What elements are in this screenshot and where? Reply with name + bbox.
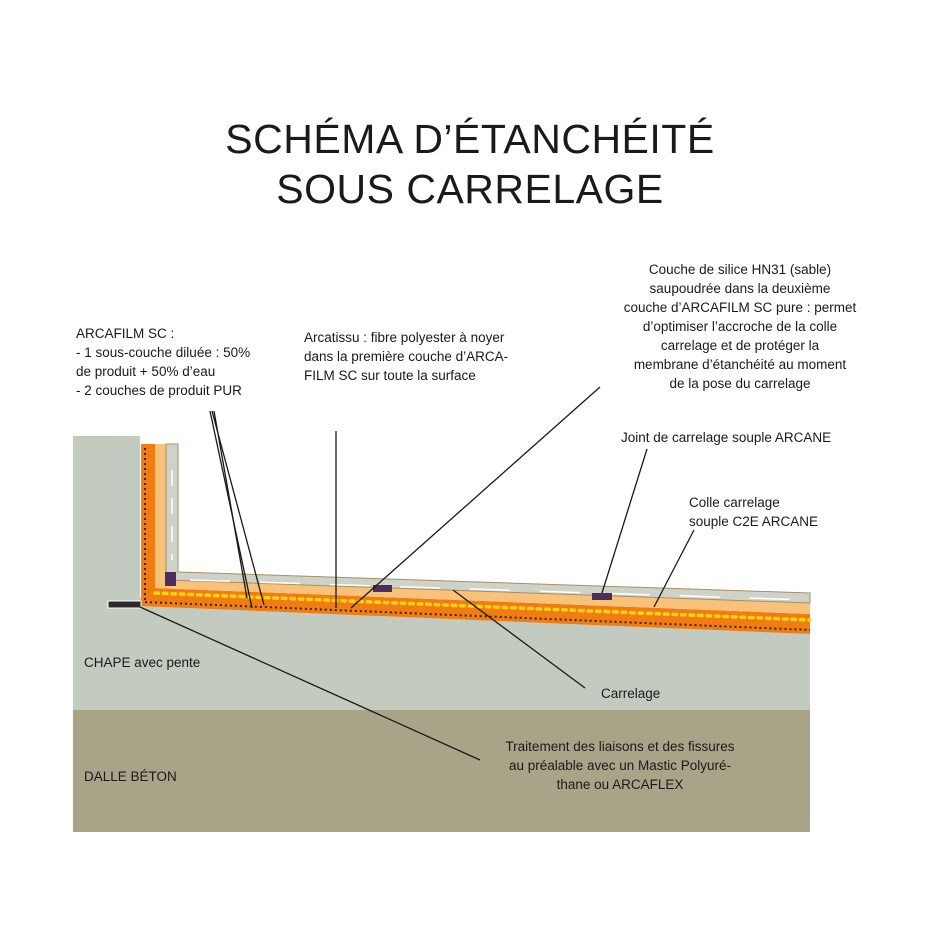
joint-souple-2 [592, 593, 612, 600]
label-line: Colle carrelage [689, 495, 780, 510]
label-line: au préalable avec un Mastic Polyuré- [508, 758, 732, 773]
joint-souple-corner [165, 572, 176, 586]
label-line: Carrelage [601, 686, 661, 701]
label-line: couche d’ARCAFILM SC pure : permet [623, 300, 857, 315]
label-dalle [84, 767, 177, 786]
label-colle [689, 493, 818, 531]
label-traitement [480, 737, 760, 794]
label-line: CHAPE avec pente [84, 655, 201, 670]
label-line: Arcatissu : fibre polyester à noyer [304, 330, 505, 345]
label-joint [621, 428, 831, 447]
label-line: thane ou ARCAFLEX [556, 777, 684, 792]
label-line: Joint de carrelage souple ARCANE [621, 430, 832, 445]
label-line: ARCAFILM SC : [76, 326, 175, 341]
label-line: FILM SC sur toute la surface [304, 368, 476, 383]
label-silice [600, 260, 880, 393]
label-arcatissu [304, 328, 508, 385]
label-chape [84, 653, 200, 672]
label-line: membrane d’étanchéité au moment [633, 357, 847, 372]
title-line-1: SCHÉMA D’ÉTANCHÉITÉ [225, 116, 715, 162]
mastic-liaison [108, 601, 141, 608]
label-line: de la pose du carrelage [669, 376, 811, 391]
label-arcafilm [76, 324, 250, 400]
label-line: Traitement des liaisons et des fissures [505, 739, 735, 754]
label-line: Couche de silice HN31 (sable) [648, 262, 832, 277]
label-line: DALLE BÉTON [84, 769, 177, 784]
label-line: carrelage et de protéger la [660, 338, 820, 353]
label-line: - 2 couches de produit PUR [76, 383, 242, 398]
label-line: dans la première couche d’ARCA- [304, 349, 509, 364]
label-line: d’optimiser l’accroche de la colle [642, 319, 838, 334]
label-line: - 1 sous-couche diluée : 50% [76, 345, 251, 360]
label-line: de produit + 50% d’eau [76, 364, 216, 379]
title-line-2: SOUS CARRELAGE [276, 166, 664, 212]
label-line: saupoudrée dans la deuxième [649, 281, 831, 296]
label-carrelage [601, 684, 660, 703]
label-line: souple C2E ARCANE [689, 514, 819, 529]
